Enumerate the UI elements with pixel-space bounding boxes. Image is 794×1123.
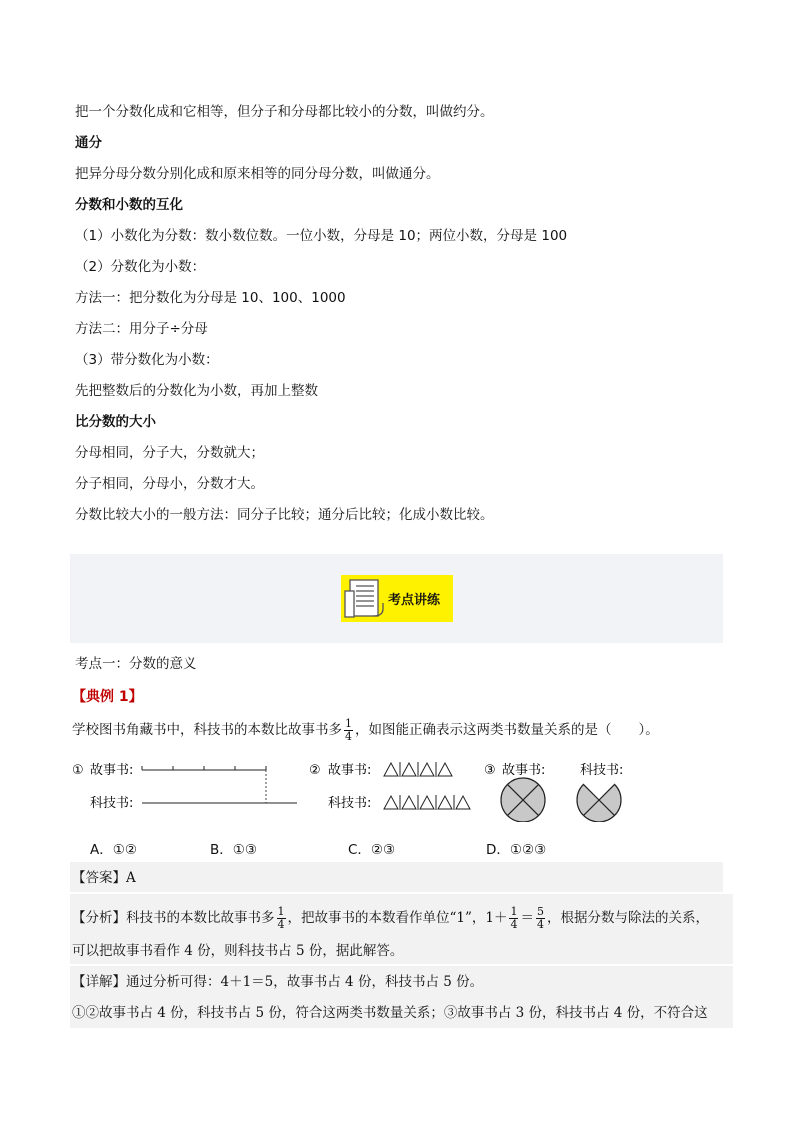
fig1-number: ① (72, 763, 84, 778)
example-label: 【典例 1】 (72, 689, 143, 705)
heading-tongfen: 通分 (75, 135, 102, 151)
intro-line: 方法二：用分子÷分母 (75, 321, 208, 337)
section-title: 考点一：分数的意义 (75, 656, 197, 672)
intro-line: 分母相同，分子大，分数就大； (75, 445, 264, 461)
banner-badge (341, 575, 453, 622)
intro-line: （2）分数化为小数： (75, 259, 206, 275)
fig3-story-circle (501, 778, 545, 822)
fig3-number: ③ (484, 763, 496, 778)
analysis-text: ＝ (520, 910, 534, 926)
option-c: C．②③ (348, 842, 396, 858)
intro-line: 先把整数后的分数化为小数，再加上整数 (75, 383, 318, 399)
analysis-text: ，把故事书的本数看作单位“1”，1＋ (287, 910, 508, 926)
fig2-story-triangles (384, 762, 452, 777)
analysis-fraction: $\frac{5}{4}$ (536, 905, 544, 931)
fig2-story-label: 故事书: (328, 763, 372, 778)
detail-text: 通过分析可得：4＋1＝5，故事书占 4 份，科技书占 5 份。 (126, 974, 484, 990)
intro-line: 把一个分数化成和它相等，但分子和分母都比较小的分数，叫做约分。 (75, 104, 494, 120)
question-part: 学校图书角藏书中，科技书的本数比故事书多 (72, 722, 342, 738)
fig2-sci-label: 科技书: (328, 796, 372, 811)
intro-line: （3）带分数化为小数： (75, 352, 219, 368)
intro-line: （1）小数化为分数：数小数位数。一位小数，分母是 10；两位小数，分母是 100 (75, 228, 568, 244)
analysis-fraction: $\frac{1}{4}$ (510, 905, 518, 931)
figures-diagram (0, 752, 794, 822)
option-d: D．①②③ (486, 842, 547, 858)
detail-line-1 (72, 972, 483, 992)
option-a: A．①② (90, 842, 137, 858)
fig2-number: ② (309, 763, 321, 778)
fig1-sci-label: 科技书: (90, 796, 134, 811)
analysis-text: 科技书的本数比故事书多 (126, 910, 275, 926)
fig3-story-label: 故事书: (502, 763, 546, 778)
analysis-fraction: $\frac{1}{4}$ (277, 905, 285, 931)
scroll-document-icon (343, 577, 387, 621)
intro-line: 方法一：把分数化为分母是 10、100、1000 (75, 290, 346, 306)
heading-compare: 比分数的大小 (75, 414, 156, 430)
analysis-tag: 【分析】 (72, 910, 126, 926)
fig2-sci-triangles (384, 795, 470, 810)
answer-block (70, 862, 723, 892)
detail-tag: 【详解】 (72, 974, 126, 990)
analysis-line-1 (72, 904, 709, 932)
heading-fraction-decimal: 分数和小数的互化 (75, 197, 183, 213)
answer-tag: 【答案】 (72, 870, 126, 886)
question-part: ，如图能正确表示这两类书数量关系的是（ ）。 (355, 722, 659, 738)
detail-line-2: ①②故事书占 4 份，科技书占 5 份，符合这两类书数量关系；③故事书占 3 份，科技书占 4 份，不符合这 (72, 1005, 708, 1021)
fig1-story-label: 故事书: (90, 763, 134, 778)
question-fraction: $\frac{1}{4}$ (345, 717, 352, 743)
fig3-sci-pie (577, 784, 621, 822)
intro-line: 分数比较大小的一般方法：同分子比较；通分后比较；化成小数比较。 (75, 507, 494, 523)
banner-label: 考点讲练 (388, 593, 441, 608)
answer-line (72, 868, 136, 888)
intro-line: 把异分母分数分别化成和原来相等的同分母分数，叫做通分。 (75, 166, 440, 182)
intro-line: 分子相同，分母小，分数才大。 (75, 476, 264, 492)
analysis-line-2: 可以把故事书看作 4 份，则科技书占 5 份，据此解答。 (72, 943, 404, 959)
option-b: B．①③ (210, 842, 257, 858)
question-text (72, 718, 659, 743)
fig3-sci-label: 科技书: (580, 763, 624, 778)
answer-value: A (126, 870, 136, 886)
analysis-text: ，根据分数与除法的关系， (546, 910, 709, 926)
